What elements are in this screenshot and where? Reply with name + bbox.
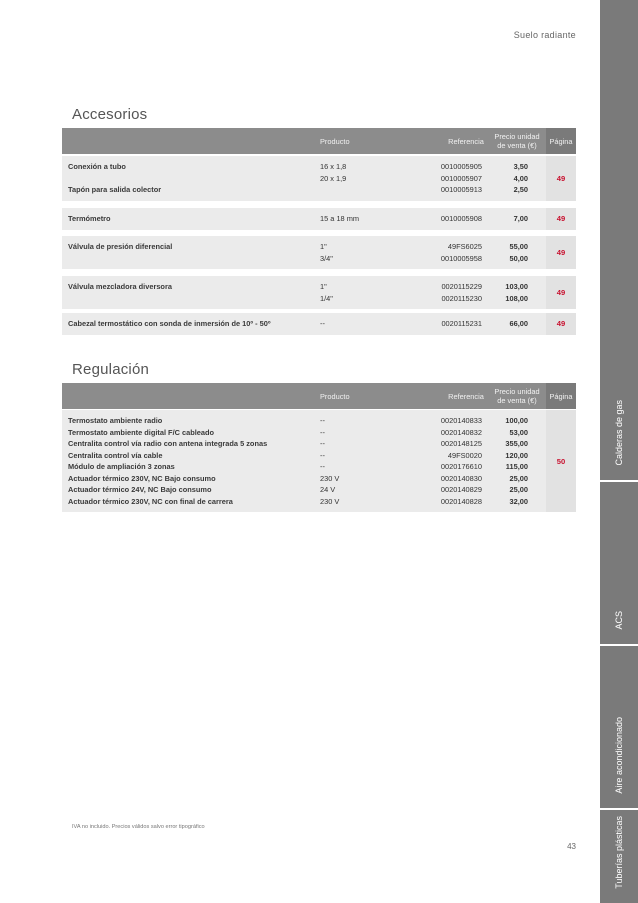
item-reference: 0020140833 bbox=[440, 416, 482, 425]
table-row bbox=[62, 450, 546, 461]
item-reference: 0020140832 bbox=[440, 427, 482, 437]
item-name: Tapón para salida colector bbox=[68, 185, 162, 194]
item-price: 120,00 bbox=[505, 450, 528, 460]
item-product: 3/4" bbox=[320, 253, 333, 263]
table-row bbox=[62, 415, 546, 426]
item-reference: 0020140829 bbox=[440, 485, 482, 494]
page-reference-link[interactable]: 49 bbox=[546, 236, 576, 269]
table-group bbox=[62, 276, 576, 309]
section-title-accesorios: Accesorios bbox=[72, 106, 148, 123]
item-name: Válvula mezcladora diversora bbox=[68, 282, 172, 291]
item-product: 24 V bbox=[320, 485, 336, 494]
item-reference: 0020140828 bbox=[440, 496, 482, 506]
item-name: Actuador térmico 230V, NC con final de carrera bbox=[68, 496, 233, 506]
item-price: 355,00 bbox=[505, 439, 528, 448]
item-reference: 0020176610 bbox=[440, 462, 482, 471]
table-row bbox=[62, 438, 546, 449]
item-product: -- bbox=[320, 462, 325, 471]
item-reference: 49FS0020 bbox=[447, 450, 482, 460]
item-product: 15 a 18 mm bbox=[320, 214, 360, 223]
item-reference: 0020148125 bbox=[440, 439, 482, 448]
item-product: 230 V bbox=[320, 473, 340, 483]
table-row bbox=[62, 161, 546, 172]
page-reference-link[interactable]: 49 bbox=[546, 276, 576, 309]
header-page: Página bbox=[546, 128, 576, 154]
table-row bbox=[62, 173, 546, 184]
table-row bbox=[62, 318, 546, 329]
item-reference: 0020115231 bbox=[441, 319, 482, 328]
table-row bbox=[62, 461, 546, 472]
header-page: Página bbox=[546, 383, 576, 409]
item-reference: 0010005958 bbox=[440, 253, 482, 263]
item-reference: 0010005913 bbox=[440, 185, 482, 194]
table-row bbox=[62, 241, 546, 252]
item-reference: 0010005907 bbox=[440, 173, 482, 183]
item-product: -- bbox=[320, 450, 325, 460]
item-price: 3,50 bbox=[513, 162, 528, 171]
item-price: 103,00 bbox=[505, 282, 528, 291]
item-name: Centralita control vía cable bbox=[68, 450, 163, 460]
item-price: 55,00 bbox=[509, 242, 528, 251]
item-product: -- bbox=[320, 439, 325, 448]
section-sidebar bbox=[600, 0, 638, 903]
header-reference: Referencia bbox=[448, 136, 484, 146]
table-group bbox=[62, 236, 576, 269]
header-price: Precio unidad de venta (€) bbox=[494, 387, 540, 405]
item-product: 1" bbox=[320, 282, 327, 291]
item-reference: 0010005905 bbox=[440, 162, 482, 171]
item-product: 1" bbox=[320, 242, 327, 251]
item-price: 53,00 bbox=[509, 427, 528, 437]
page-number: 43 bbox=[567, 842, 576, 851]
table-group bbox=[62, 208, 576, 230]
item-name: Termómetro bbox=[68, 214, 111, 223]
item-name: Termostato ambiente digital F/C cableado bbox=[68, 427, 215, 437]
table-header-regulacion bbox=[62, 383, 576, 409]
item-price: 50,00 bbox=[509, 253, 528, 263]
sidebar-tab-calderas-de-gas[interactable]: Calderas de gas bbox=[600, 0, 638, 480]
footnote: IVA no incluido. Precios válidos salvo error tipográfico bbox=[72, 824, 205, 830]
table-row bbox=[62, 184, 546, 195]
item-product: -- bbox=[320, 416, 325, 425]
item-reference: 49FS6025 bbox=[447, 242, 482, 251]
item-name: Conexión a tubo bbox=[68, 162, 126, 171]
item-price: 2,50 bbox=[513, 185, 528, 194]
section-title-regulacion: Regulación bbox=[72, 361, 150, 378]
page-reference-link[interactable]: 49 bbox=[546, 208, 576, 230]
item-price: 25,00 bbox=[509, 485, 528, 494]
header-product: Producto bbox=[320, 136, 350, 146]
page-reference-link[interactable]: 50 bbox=[546, 410, 576, 512]
item-price: 108,00 bbox=[505, 293, 528, 303]
header-reference: Referencia bbox=[448, 391, 484, 401]
page-reference-link[interactable]: 49 bbox=[546, 156, 576, 201]
item-name: Válvula de presión diferencial bbox=[68, 242, 173, 251]
item-price: 7,00 bbox=[513, 214, 528, 223]
table-row bbox=[62, 253, 546, 264]
table-row bbox=[62, 427, 546, 438]
item-price: 66,00 bbox=[509, 319, 528, 328]
item-product: -- bbox=[320, 319, 325, 328]
header-price: Precio unidad de venta (€) bbox=[494, 132, 540, 150]
table-row bbox=[62, 213, 546, 224]
item-name: Actuador térmico 230V, NC Bajo consumo bbox=[68, 473, 216, 483]
item-reference: 0020115230 bbox=[441, 293, 482, 303]
item-product: 16 x 1,8 bbox=[320, 162, 347, 171]
sidebar-tab-tuberias-plasticas[interactable]: Tuberías plásticas bbox=[600, 810, 638, 903]
page-reference-link[interactable]: 49 bbox=[546, 313, 576, 335]
table-group bbox=[62, 410, 576, 512]
item-name: Centralita control vía radio con antena integrada 5 zonas bbox=[68, 439, 268, 448]
item-product: 1/4" bbox=[320, 293, 333, 303]
item-price: 32,00 bbox=[509, 496, 528, 506]
table-group bbox=[62, 156, 576, 201]
table-row bbox=[62, 496, 546, 507]
table-row bbox=[62, 473, 546, 484]
item-product: -- bbox=[320, 427, 325, 437]
table-header-accesorios bbox=[62, 128, 576, 154]
sidebar-tab-aire-acondicionado[interactable]: Aire acondicionado bbox=[600, 646, 638, 808]
table-row bbox=[62, 484, 546, 495]
running-head: Suelo radiante bbox=[513, 30, 576, 40]
sidebar-tab-acs[interactable]: ACS bbox=[600, 482, 638, 644]
item-price: 115,00 bbox=[505, 462, 528, 471]
item-product: 20 x 1,9 bbox=[320, 173, 347, 183]
item-reference: 0020140830 bbox=[440, 473, 482, 483]
item-price: 100,00 bbox=[505, 416, 528, 425]
item-product: 230 V bbox=[320, 496, 340, 506]
header-product: Producto bbox=[320, 391, 350, 401]
item-reference: 0020115229 bbox=[441, 282, 482, 291]
table-row bbox=[62, 281, 546, 292]
item-name: Módulo de ampliación 3 zonas bbox=[68, 462, 175, 471]
item-reference: 0010005908 bbox=[440, 214, 482, 223]
table-group bbox=[62, 313, 576, 335]
item-price: 25,00 bbox=[509, 473, 528, 483]
table-row bbox=[62, 293, 546, 304]
item-name: Termostato ambiente radio bbox=[68, 416, 163, 425]
item-name: Actuador térmico 24V, NC Bajo consumo bbox=[68, 485, 212, 494]
item-price: 4,00 bbox=[513, 173, 528, 183]
item-name: Cabezal termostático con sonda de inmersión de 10º - 50º bbox=[68, 319, 271, 328]
